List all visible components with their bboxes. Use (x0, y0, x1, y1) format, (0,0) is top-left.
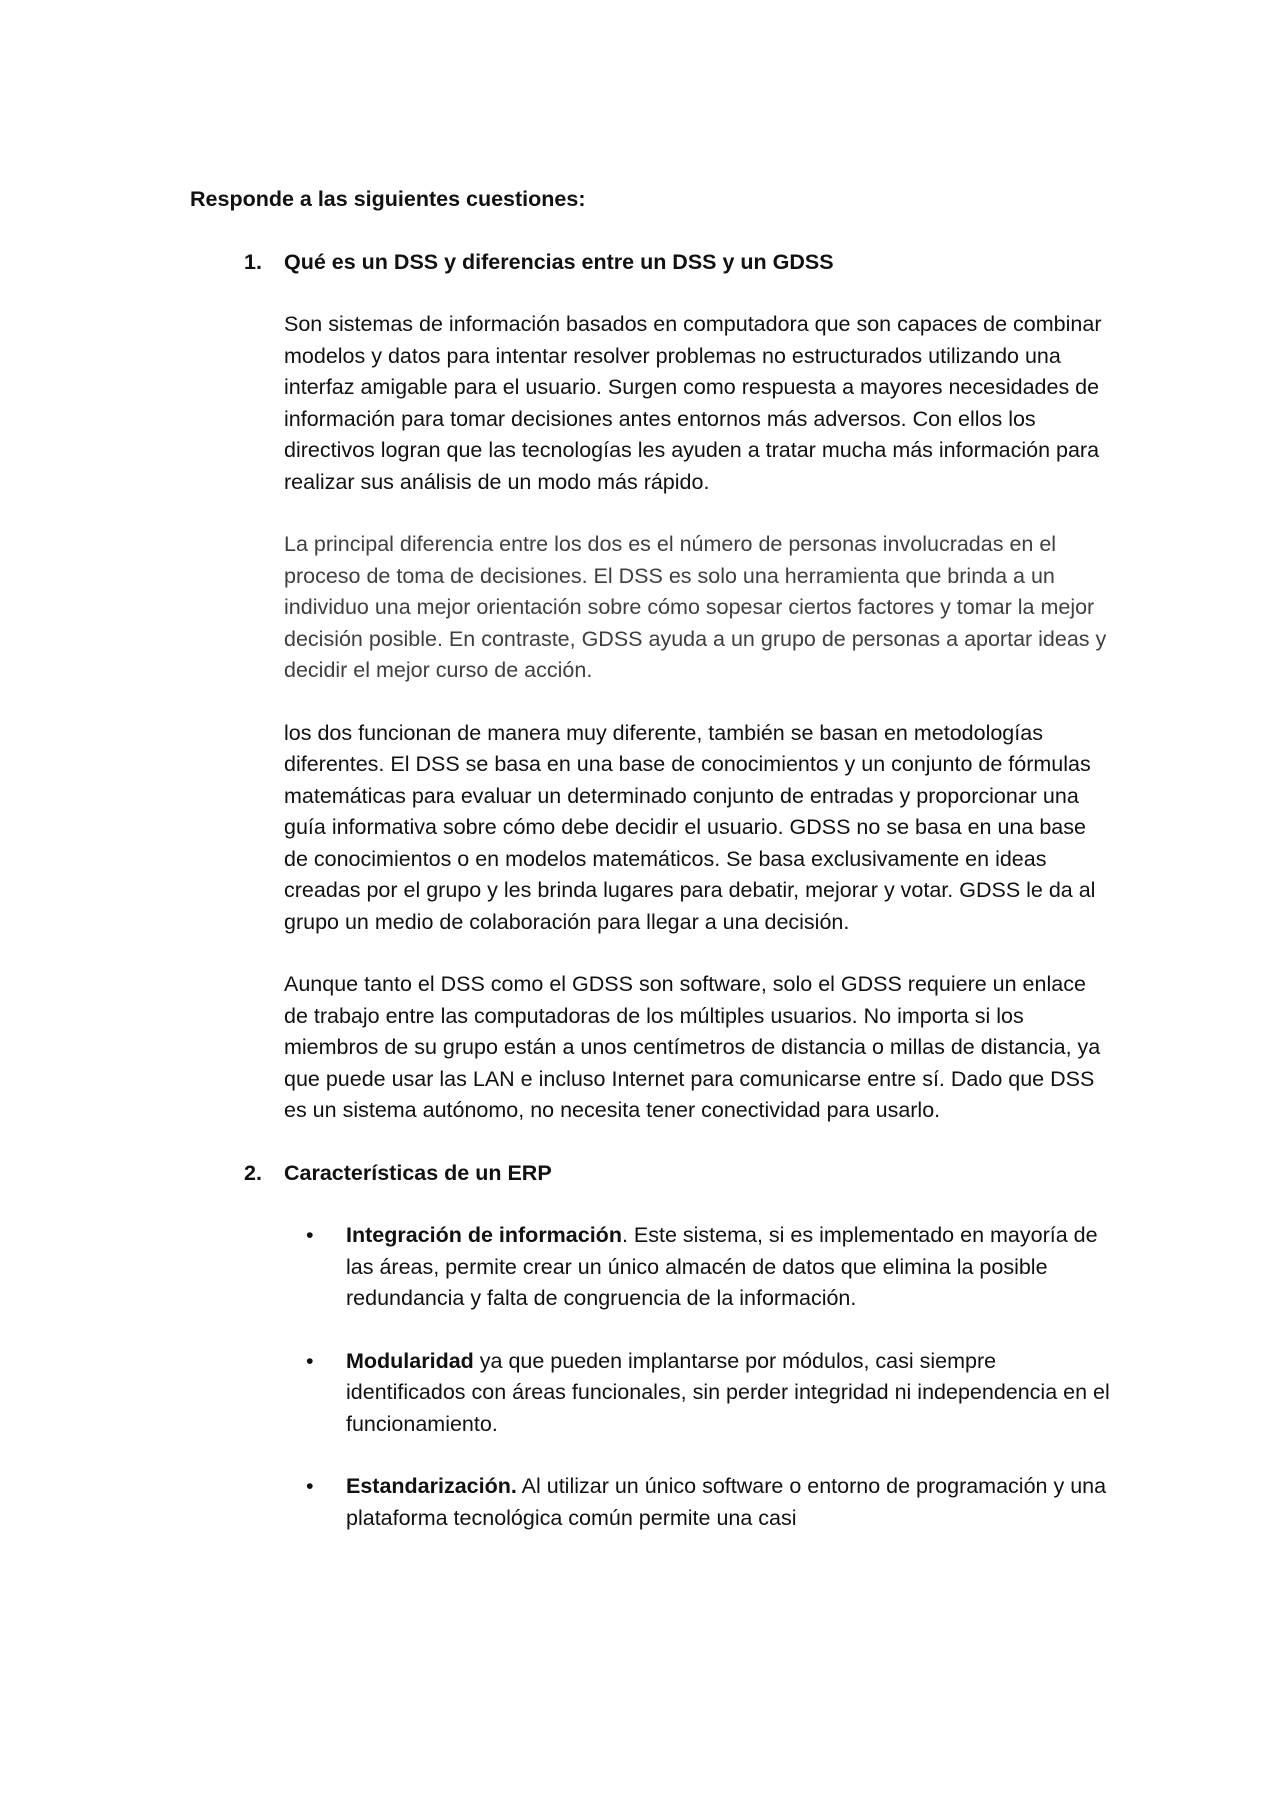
answer-paragraph: La principal diferencia entre los dos es el número de personas involucradas en el proceso de toma de decisiones. El DSS es solo una herramienta que brinda a un individuo una mejor orientación sobre cómo sopesar ciertos factores y tomar la mejor decisión posible. En contraste, GDSS ayuda a un grupo de personas a aportar ideas y decidir el mejor curso de acción. (284, 532, 1107, 682)
bullet-icon: • (306, 1348, 314, 1373)
answer-paragraph: Aunque tanto el DSS como el GDSS son software, solo el GDSS requiere un enlace de trabajo entre las computadoras de los múltiples usuarios. No importa si los miembros de su grupo están a unos centímetros de distancia o millas de distancia, ya que puede usar las LAN e incluso Internet para comunicarse entre sí. Dado que DSS es un sistema autónomo, no necesita tener conectividad para usarlo. (284, 972, 1101, 1122)
question-number: 1. (244, 249, 262, 274)
question-number: 2. (244, 1160, 262, 1185)
bullet-list (284, 1220, 1110, 1534)
bullet-text: Al utilizar un único software o entorno de programación y una plataforma tecnológica común permite una casi (346, 1474, 1107, 1530)
question-2 (190, 1158, 1110, 1535)
list-item (284, 1471, 1110, 1534)
list-item (284, 1346, 1110, 1441)
question-1 (190, 247, 1110, 1127)
bullet-term: Estandarización. (346, 1474, 517, 1498)
document-body (190, 184, 1110, 1565)
bullet-icon: • (306, 1474, 314, 1498)
bullet-text: . Este sistema, si es implementado en mayoría de las áreas, permite crear un único almacén de datos que elimina la posible redundancia y falta de congruencia de la información. (346, 1223, 1098, 1310)
bullet-term: Modularidad (346, 1348, 474, 1373)
list-item (284, 1220, 1110, 1315)
bullet-term: Integración de información (346, 1223, 622, 1247)
bullet-text: ya que pueden implantarse por módulos, casi siempre identificados con áreas funcionales, sin perder integridad ni independencia en el funcionamiento. (346, 1348, 1110, 1436)
bullet-icon: • (306, 1223, 314, 1247)
document-heading: Responde a las siguientes cuestiones: (190, 187, 586, 211)
question-title: Características de un ERP (284, 1160, 552, 1185)
answer-paragraph: Son sistemas de información basados en computadora que son capaces de combinar modelos y datos para intentar resolver problemas no estructurados utilizando una interfaz amigable para el usuario. Surgen como respuesta a mayores necesidades de información para tomar decisiones antes entornos más adversos. Con ellos los directivos logran que las tecnologías les ayuden a tratar mucha más información para realizar sus análisis de un modo más rápido. (284, 312, 1102, 494)
question-title: Qué es un DSS y diferencias entre un DSS y un GDSS (284, 249, 834, 274)
answer-paragraph: los dos funcionan de manera muy diferente, también se basan en metodologías diferentes. El DSS se basa en una base de conocimientos y un conjunto de fórmulas matemáticas para evaluar un determinado conjunto de entradas y proporcionar una guía informativa sobre cómo debe decidir el usuario. GDSS no se basa en una base de conocimientos o en modelos matemáticos. Se basa exclusivamente en ideas creadas por el grupo y les brinda lugares para debatir, mejorar y votar. GDSS le da al grupo un medio de colaboración para llegar a una decisión. (284, 720, 1096, 934)
